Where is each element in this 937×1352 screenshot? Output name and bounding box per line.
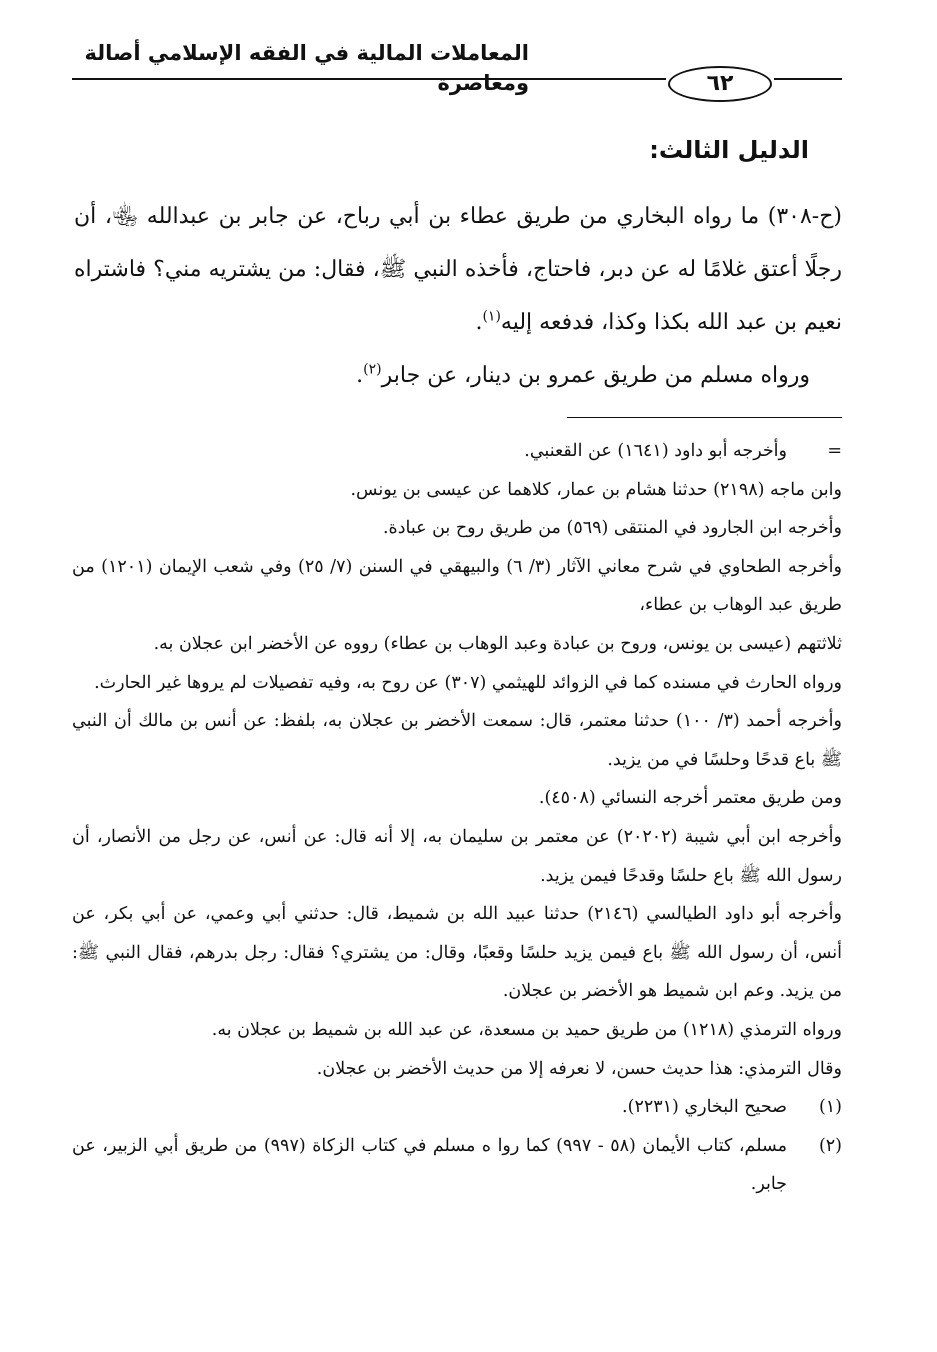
footnote-separator	[567, 417, 842, 418]
footnotes	[72, 432, 842, 1204]
footnote-line: وأخرجه ابن الجارود في المنتقى (٥٦٩) من طريق روح بن عبادة.	[382, 518, 842, 539]
footnote-text: صحيح البخاري (٢٢٣١).	[622, 1097, 787, 1118]
page-number-box	[666, 64, 774, 102]
hadith-paragraph	[74, 190, 842, 349]
muslim-text: ورواه مسلم من طريق عمرو بن دينار، عن جابر	[381, 363, 810, 388]
hadith-end: .	[475, 310, 483, 335]
muslim-paragraph	[74, 349, 842, 402]
continuation-marker: =	[827, 441, 842, 461]
footnote-line: وقال الترمذي: هذا حديث حسن، لا نعرفه إلا من حديث الأخضر بن عجلان.	[316, 1058, 842, 1079]
footnote-line: ثلاثتهم (عيسى بن يونس، وروح بن عبادة وعبد الوهاب بن عطاء) رووه عن الأخضر ابن عجلان به.	[153, 633, 842, 654]
footnote-ref-2: (٢)	[363, 361, 382, 378]
footnote-line: وأخرجه ابن أبي شيبة (٢٠٢٠٢) عن معتمر بن سليمان به، إلا أنه قال: عن أنس، عن رجل من الأنصار، أن رسول الله ﷺ باع حلسًا وقدحًا فيمن يزيد.	[72, 826, 842, 886]
footnote-line: وأخرجه أبو داود (١٦٤١) عن القعنبي.	[524, 441, 787, 461]
footnote-line: وأخرجه الطحاوي في شرح معاني الآثار (٣/ ٦) والبيهقي في السنن (٧/ ٢٥) وفي شعب الإيمان (١٢٠١) من طريق عبد الوهاب بن عطاء،	[72, 556, 842, 616]
footnote-line: ورواه الحارث في مسنده كما في الزوائد للهيثمي (٣٠٧) عن روح به، وفيه تفصيلات لم يروها غير الحارث.	[94, 672, 842, 693]
hadith-text: (ح-٣٠٨) ما رواه البخاري من طريق عطاء بن أبي رباح، عن جابر بن عبدالله ﵄، أن رجلًا أعتق غلامًا له عن دبر، فاحتاج، فأخذه النبي ﷺ، فقال: من يشتريه مني؟ فاشتراه نعيم بن عبد الله بكذا وكذا، فدفعه إليه	[74, 204, 842, 335]
book-title: المعاملات المالية في الفقه الإسلامي أصالة ومعاصرة	[84, 41, 529, 95]
footnote-line: وأخرجه أحمد (٣/ ١٠٠) حدثنا معتمر، قال: سمعت الأخضر بن عجلان به، بلفظ: عن أنس بن مالك أن النبي ﷺ باع قدحًا وحلسًا في من يزيد.	[72, 711, 842, 770]
page-number: ٦٢	[668, 66, 772, 102]
muslim-end: .	[356, 363, 364, 388]
footnote-text: مسلم، كتاب الأيمان (٥٨ - ٩٩٧) كما روا ه مسلم في كتاب الزكاة (٩٩٧) من طريق أبي الزبير، عن جابر.	[72, 1135, 787, 1195]
running-header-title	[0, 38, 937, 98]
footnote-line: ورواه الترمذي (١٢١٨) من طريق حميد بن مسعدة، عن عبد الله بن شميط بن عجلان به.	[211, 1019, 842, 1040]
footnote-ref-1: (١)	[482, 308, 501, 325]
footnote-number: (١)	[818, 1097, 842, 1118]
footnote-1	[72, 1088, 842, 1127]
footnote-line: وابن ماجه (٢١٩٨) حدثنا هشام بن عمار، كلاهما عن عيسى بن يونس.	[350, 479, 842, 500]
footnote-number: (٢)	[818, 1135, 842, 1156]
footnote-2	[72, 1127, 842, 1204]
footnote-line: ومن طريق معتمر أخرجه النسائي (٤٥٠٨).	[538, 788, 842, 809]
main-text	[74, 190, 842, 402]
footnote-line: وأخرجه أبو داود الطيالسي (٢١٤٦) حدثنا عبيد الله بن شميط، قال: حدثني أبي وعمي، عن أبي بكر، عن أنس، أن رسول الله ﷺ باع فيمن يزيد حلسًا وقعبًا، وقال: من يشتري؟ فقال: رجل بدرهم، فقال النبي ﷺ: من يزيد. وعم ابن شميط هو الأخضر بن عجلان.	[72, 904, 843, 1002]
section-heading: الدليل الثالث:	[649, 136, 809, 164]
footnote-continuation	[72, 432, 842, 471]
